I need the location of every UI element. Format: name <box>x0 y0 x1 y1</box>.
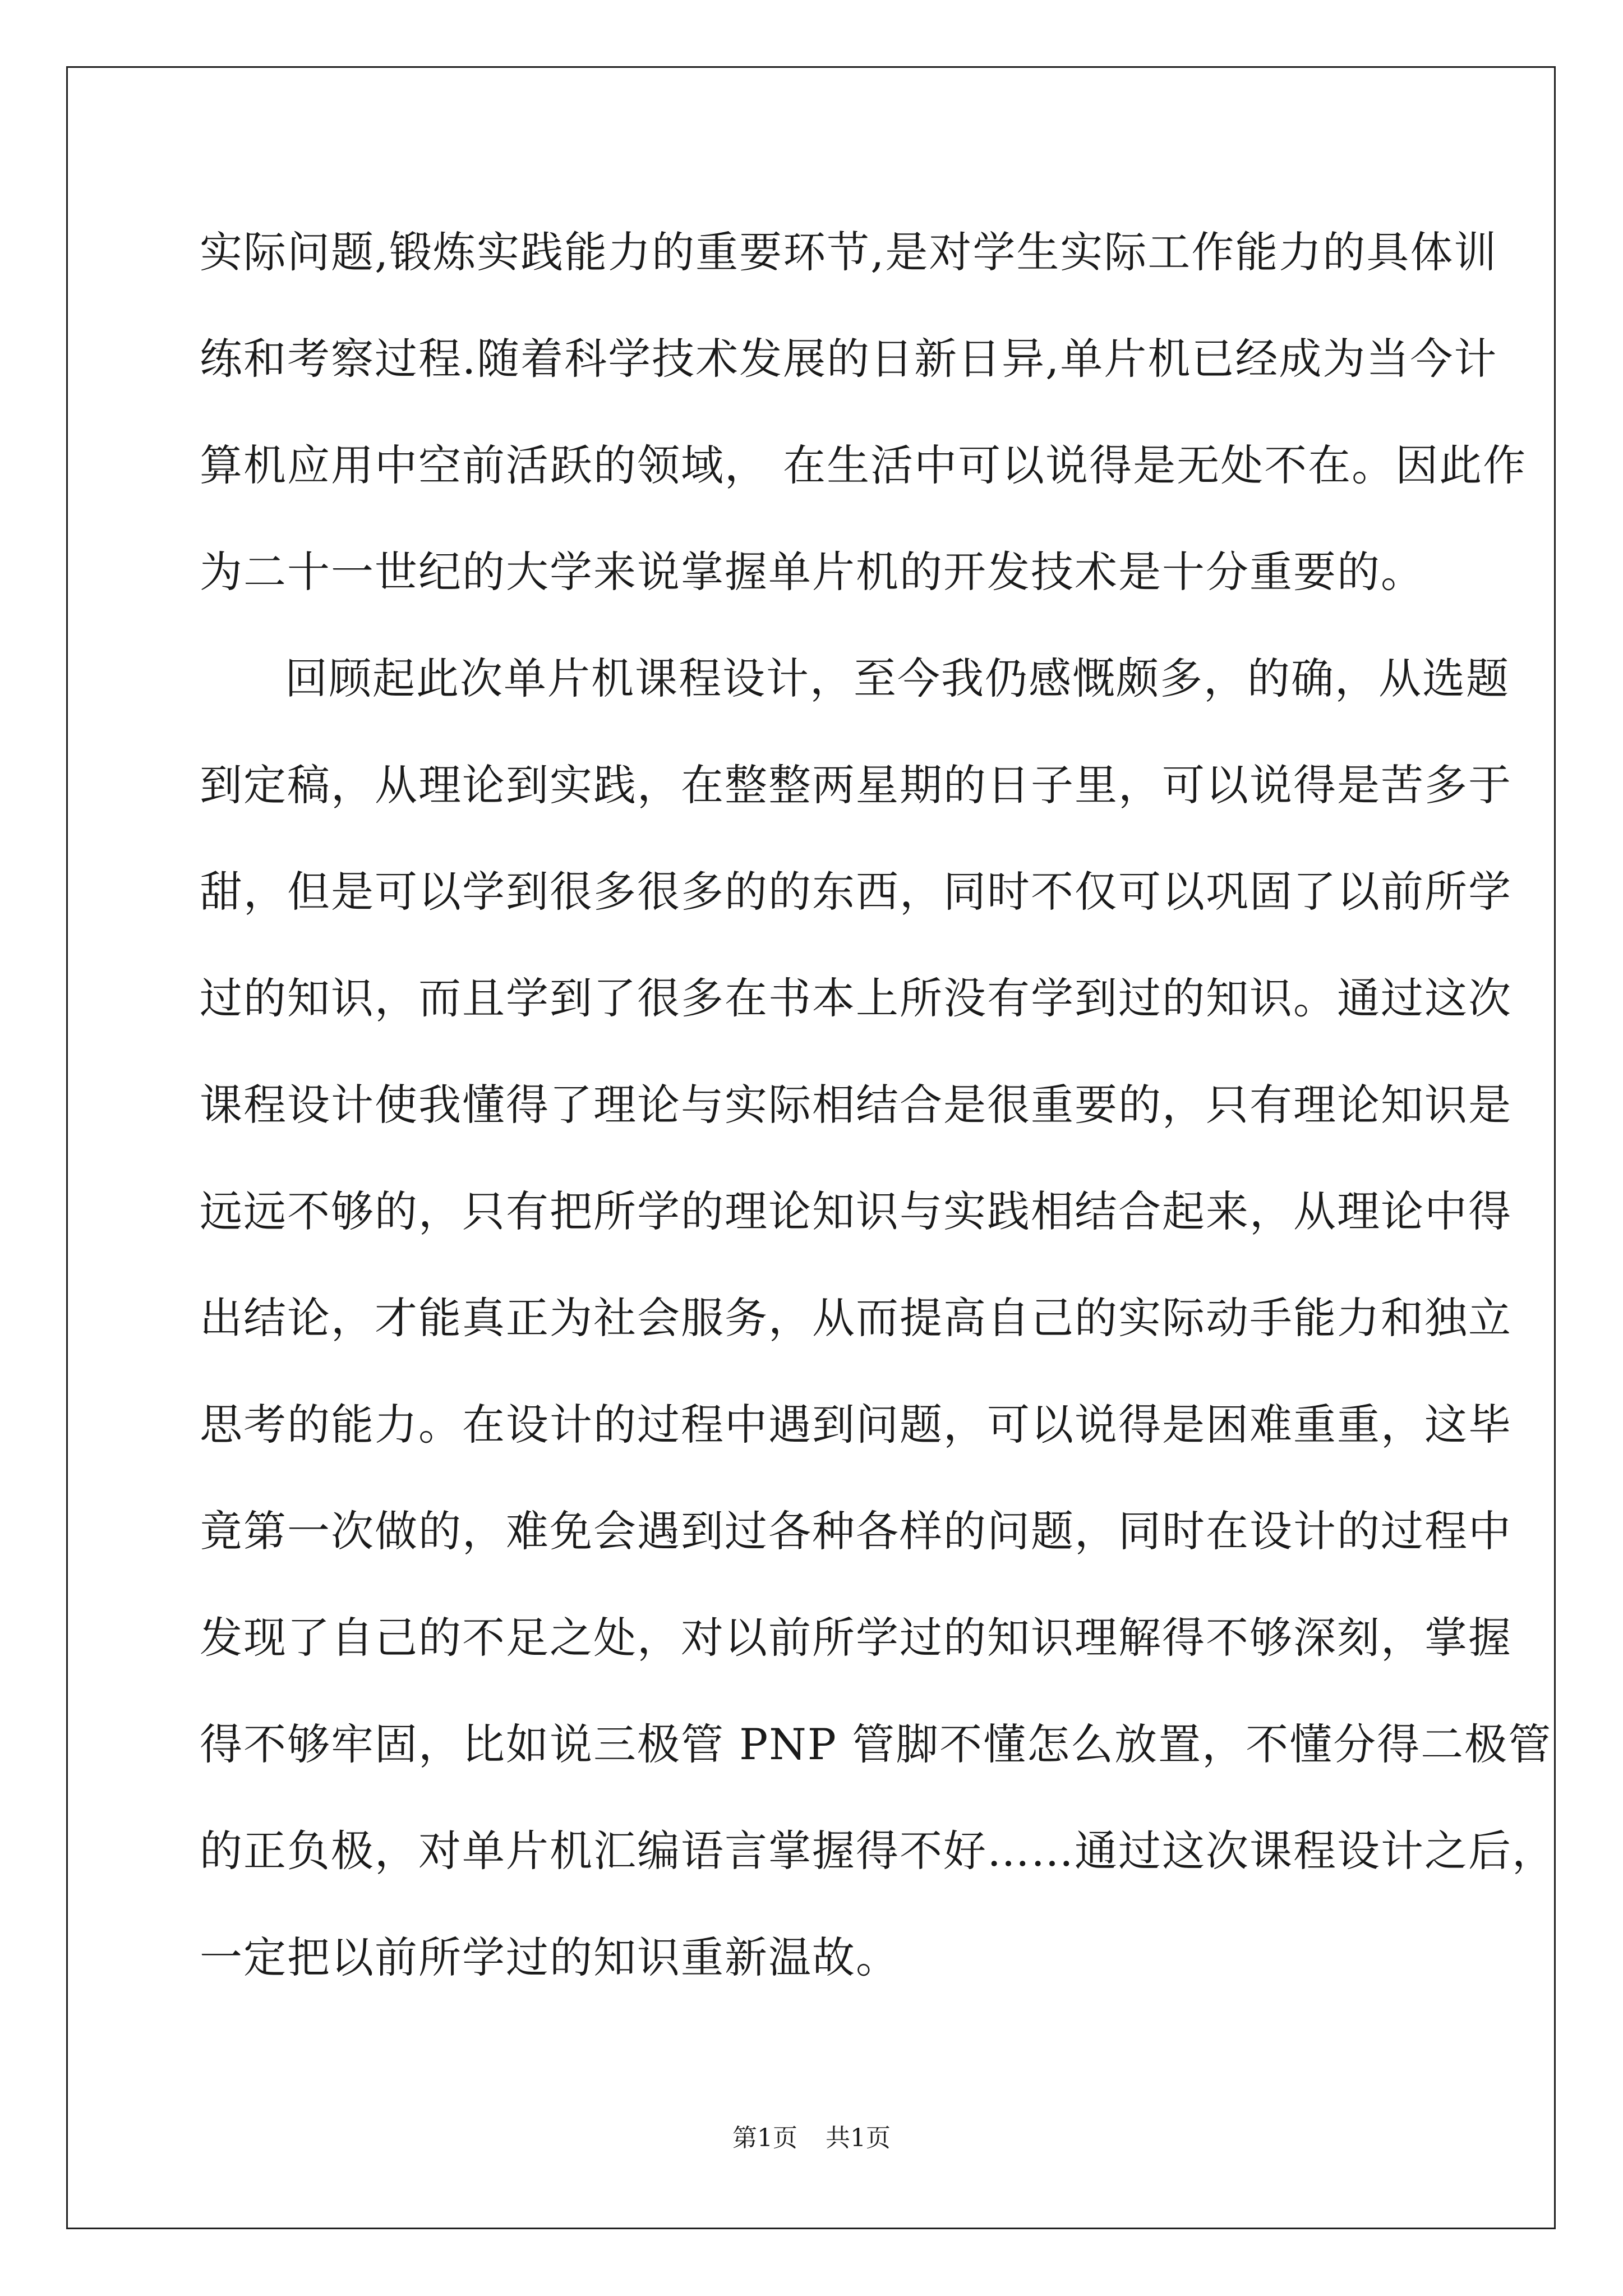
text-line: 思考的能力。在设计的过程中遇到问题，可以说得是困难重重，这毕 <box>200 1400 1512 1450</box>
page-number-total: 共1页 <box>826 2124 891 2152</box>
page-footer <box>0 2122 1623 2155</box>
paragraph-2 <box>200 645 1556 2031</box>
text-line: 练和考察过程.随着科学技术发展的日新日异,单片机已经成为当今计 <box>200 334 1498 384</box>
text-line: 竟第一次做的，难免会遇到过各种各样的问题，同时在设计的过程中 <box>200 1506 1512 1556</box>
text-line: 课程设计使我懂得了理论与实际相结合是很重要的，只有理论知识是 <box>200 1080 1512 1130</box>
text-line: 算机应用中空前活跃的领域， 在生活中可以说得是无处不在。因此作 <box>200 440 1527 490</box>
paragraph-1 <box>200 219 1527 645</box>
text-line: 远远不够的，只有把所学的理论知识与实践相结合起来，从理论中得 <box>200 1186 1512 1236</box>
text-line: 一定把以前所学过的知识重新温故。 <box>200 1932 900 1982</box>
text-line: 为二十一世纪的大学来说掌握单片机的开发技术是十分重要的。 <box>200 547 1424 597</box>
text-line: 得不够牢固，比如说三极管 PNP 管脚不懂怎么放置，不懂分得二极管 <box>200 1719 1552 1769</box>
text-line: 回顾起此次单片机课程设计，至今我仍感慨颇多，的确，从选题 <box>285 654 1510 703</box>
text-line: 的正负极，对单片机汇编语言掌握得不好……通过这次课程设计之后， <box>200 1826 1556 1876</box>
text-line: 出结论，才能真正为社会服务，从而提高自己的实际动手能力和独立 <box>200 1293 1512 1343</box>
text-line: 过的知识，而且学到了很多在书本上所没有学到过的知识。通过这次 <box>200 973 1512 1023</box>
text-line: 发现了自己的不足之处，对以前所学过的知识理解得不够深刻，掌握 <box>200 1613 1512 1663</box>
text-line: 甜，但是可以学到很多很多的的东西，同时不仅可以巩固了以前所学 <box>200 867 1512 917</box>
document-body <box>200 219 1556 2031</box>
page-number-current: 第1页 <box>732 2124 797 2152</box>
text-line: 实际问题,锻炼实践能力的重要环节,是对学生实际工作能力的具体训 <box>200 227 1498 277</box>
text-line: 到定稿，从理论到实践，在整整两星期的日子里，可以说得是苦多于 <box>200 760 1512 810</box>
